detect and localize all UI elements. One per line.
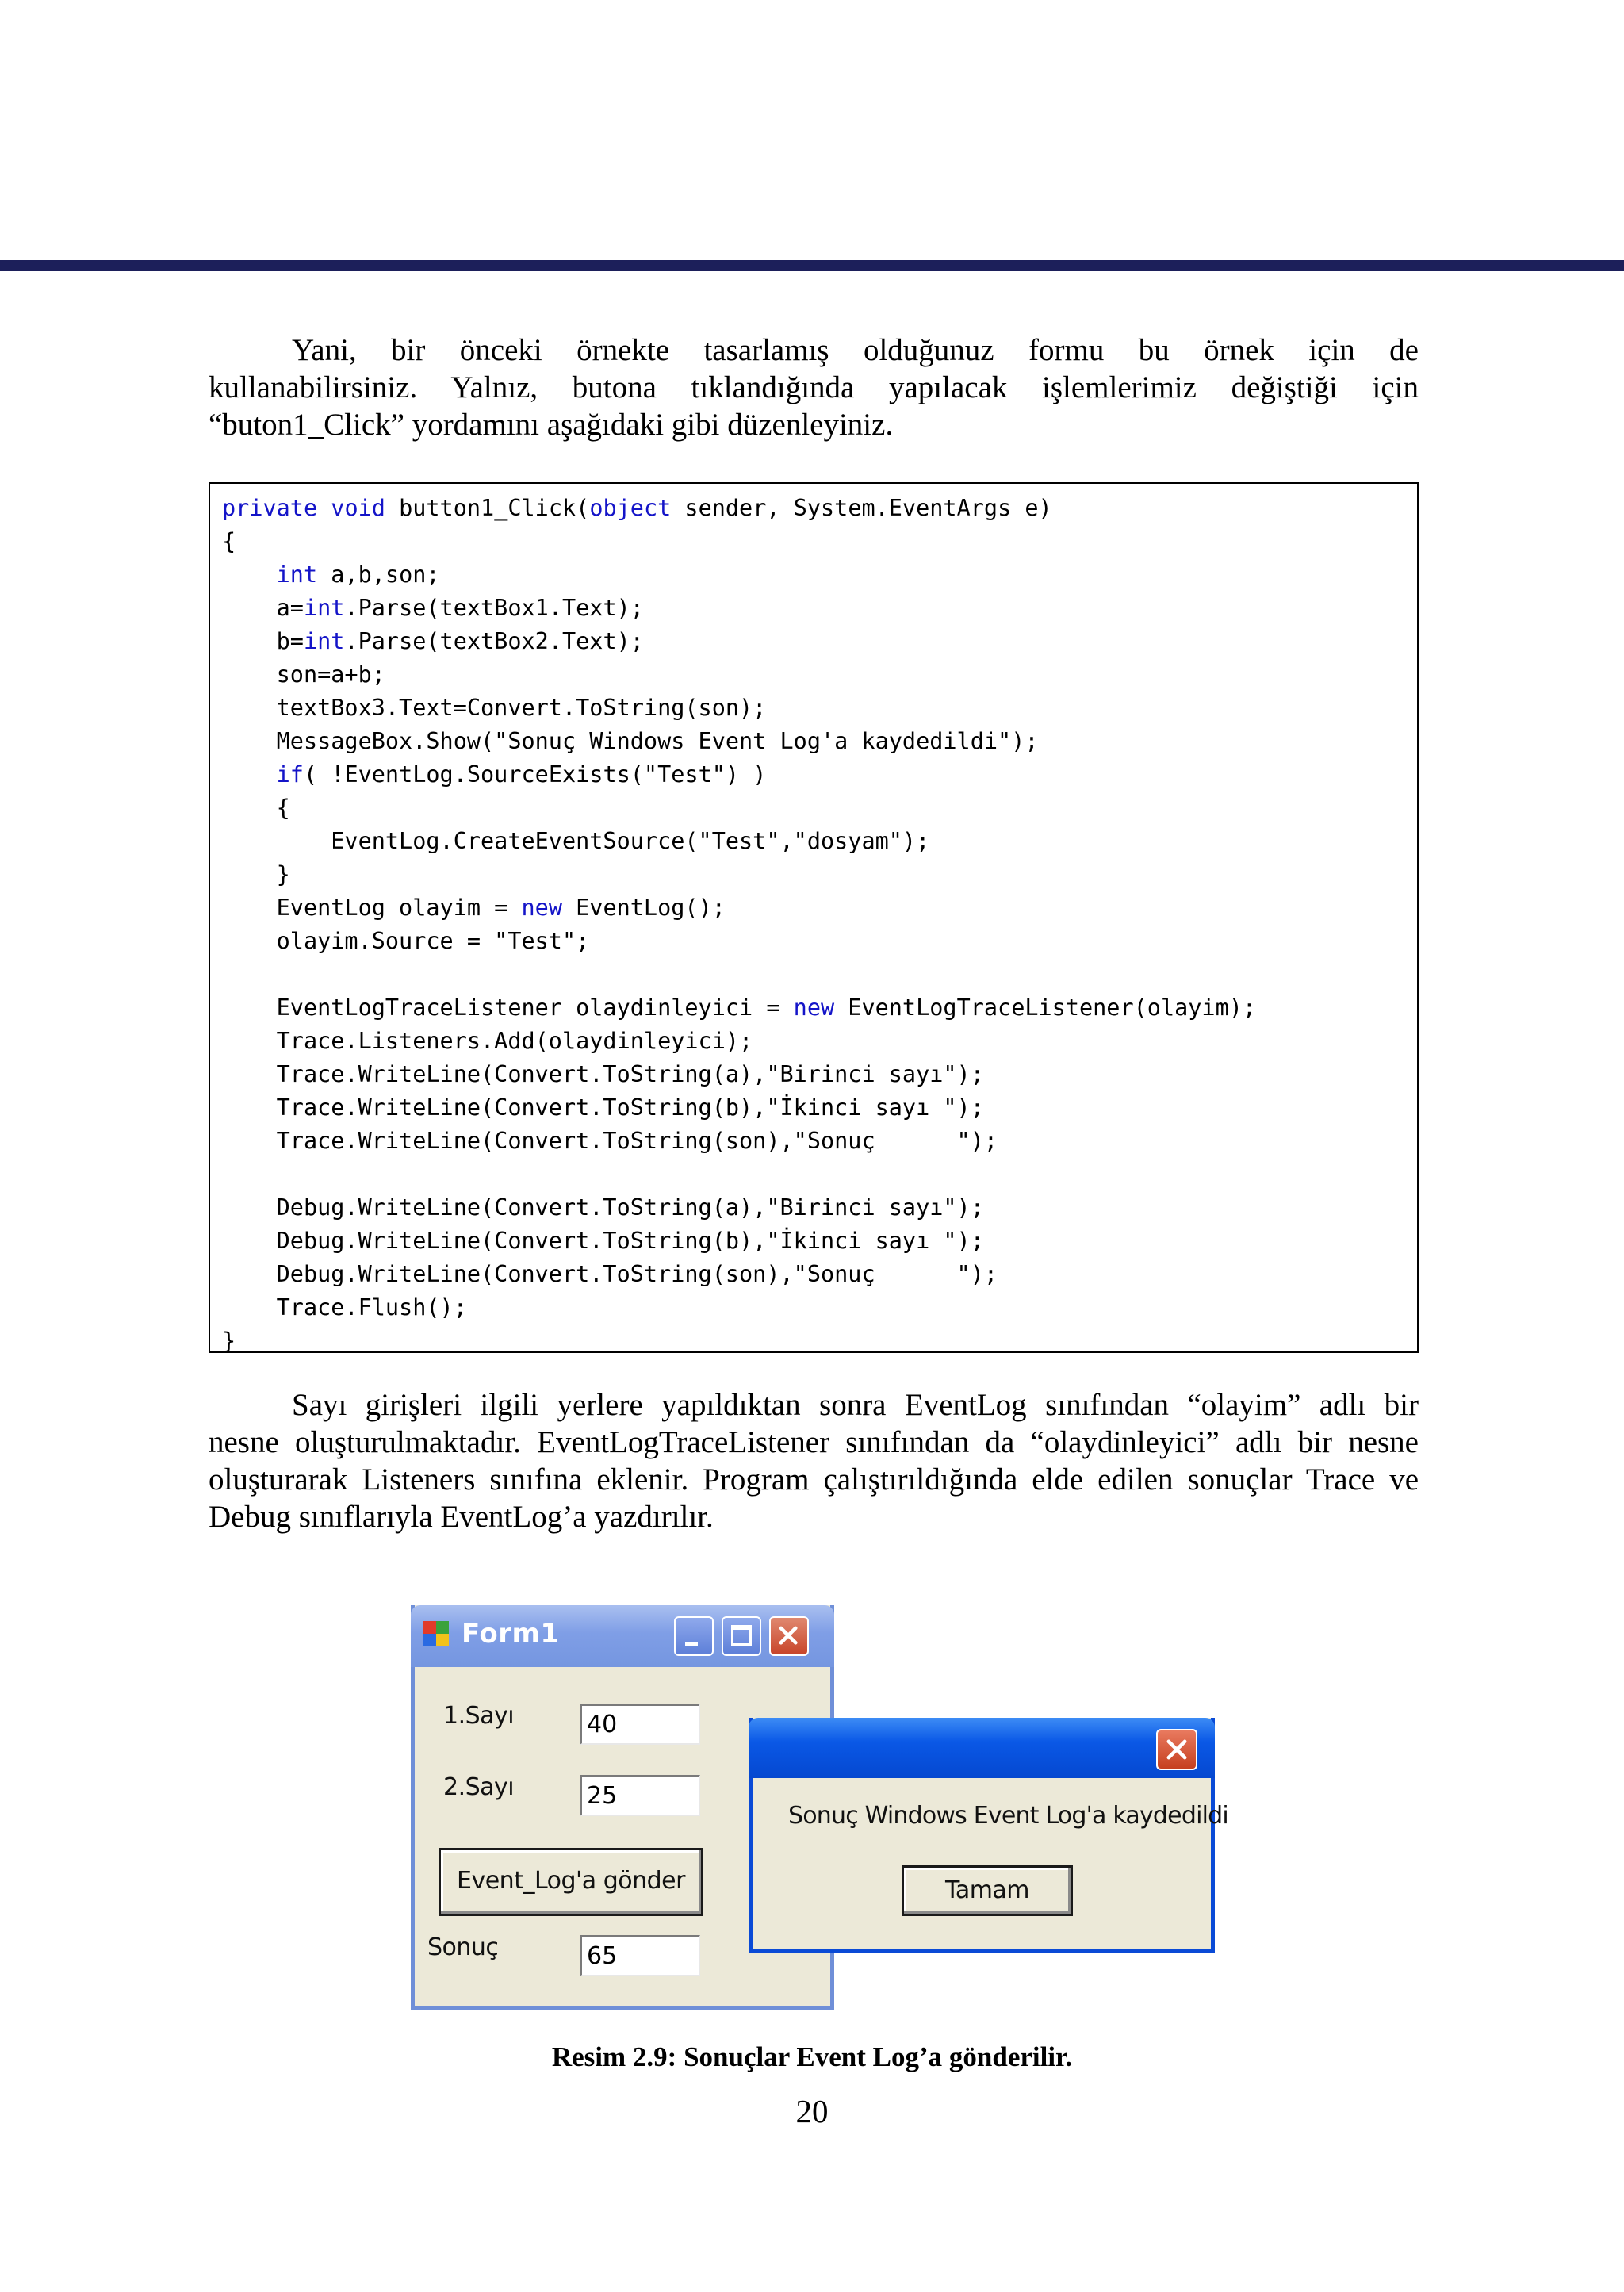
code-keyword: new [793,995,835,1021]
code-listing [209,482,1419,1353]
code-text: MessageBox.Show("Sonuç Windows Event Log'a kaydedildi"); [222,728,1039,754]
code-text: Trace.Listeners.Add(olaydinleyici); [222,1028,753,1054]
code-text: { [222,528,236,554]
sonuc-input[interactable]: 65 [580,1935,700,1976]
code-line [222,1261,998,1287]
code-line [222,1028,753,1054]
sayi2-input[interactable]: 25 [580,1775,700,1816]
code-text: Trace.WriteLine(Convert.ToString(son),"Sonuç "); [222,1128,998,1154]
code-keyword: int [303,595,345,621]
code-text: son=a+b; [222,661,385,688]
code-text: a,b,son; [317,562,440,588]
intro-paragraph [209,332,1419,443]
form1-title-bar[interactable] [411,1605,834,1667]
code-text: olayim.Source = "Test"; [222,928,590,954]
code-block [222,492,1256,1358]
code-text: Trace.WriteLine(Convert.ToString(b),"İkinci sayı "); [222,1094,984,1121]
code-line [222,995,1256,1021]
sonuc-label: Sonuç [427,1934,499,1961]
explanation-paragraph [209,1386,1419,1535]
intro-line-3: “buton1_Click” yordamını aşağıdaki gibi düzenleyiniz. [209,408,894,442]
code-text: Debug.WriteLine(Convert.ToString(son),"Sonuç "); [222,1261,998,1287]
code-line [222,761,766,788]
code-line [222,495,1052,521]
code-line [222,861,290,887]
code-text: } [222,861,290,887]
explanation-line-3: oluşturarak Listeners sınıfına eklenir. Program çalıştırıldığında elde edilen sonuçlar Trace ve [209,1462,1419,1497]
code-text: textBox3.Text=Convert.ToString(son); [222,695,767,721]
code-line [222,1094,984,1121]
code-text: } [222,1328,236,1354]
code-text: .Parse(textBox1.Text); [344,595,644,621]
code-keyword: int [303,628,345,654]
code-line [222,1128,998,1154]
code-text: EventLogTraceListener(olayim); [834,995,1257,1021]
code-text [222,761,277,788]
code-keyword: new [521,895,562,921]
code-line [222,1294,467,1320]
code-text: EventLog(); [561,895,726,921]
code-line [222,928,589,954]
code-text: EventLogTraceListener olaydinleyici = [222,995,794,1021]
code-line [222,661,385,688]
code-line [222,1061,984,1087]
maximize-icon[interactable] [722,1616,761,1656]
code-line [222,562,440,588]
close-icon[interactable] [769,1616,809,1656]
explanation-line-2: nesne oluşturulmaktadır. EventLogTraceListener sınıfından da “olaydinleyici” adlı bir nesne [209,1425,1419,1459]
close-icon[interactable] [1156,1729,1197,1770]
code-text: { [222,795,290,821]
code-line [222,628,644,654]
code-line [222,595,644,621]
code-line [222,695,766,721]
code-line [222,1194,984,1221]
code-line [222,1328,236,1354]
sayi1-label: 1.Sayı [443,1702,515,1730]
intro-line-2: kullanabilirsiniz. Yalnız, butona tıklandığında yapılacak işlemlerimiz değiştiği için [209,370,1419,404]
code-keyword: object [589,495,672,521]
code-text: EventLog olayim = [222,895,522,921]
sayi1-input[interactable]: 40 [580,1704,700,1745]
explanation-line-4: Debug sınıflarıyla EventLog’a yazdırılır. [209,1500,714,1534]
code-text: Debug.WriteLine(Convert.ToString(b),"İkinci sayı "); [222,1228,984,1254]
code-text: ( !EventLog.SourceExists("Test") ) [303,761,767,788]
code-text: EventLog.CreateEventSource("Test","dosyam"); [222,828,930,854]
code-line [222,728,1039,754]
message-text: Sonuç Windows Event Log'a kaydedildi [788,1802,1228,1830]
send-event-log-button[interactable]: Event_Log'a gönder [439,1848,703,1916]
app-icon [423,1621,450,1648]
code-line [222,895,726,921]
code-keyword: int [276,562,318,588]
ok-button[interactable]: Tamam [902,1865,1073,1916]
code-text: Debug.WriteLine(Convert.ToString(a),"Birinci sayı"); [222,1194,984,1221]
message-box-title-bar[interactable] [749,1718,1215,1778]
code-keyword: if [276,761,304,788]
explanation-line-1: Sayı girişleri ilgili yerlere yapıldıktan sonra EventLog sınıfından “olayim” adlı bir [292,1388,1419,1422]
code-text: b= [222,628,304,654]
code-line [222,528,236,554]
code-text: Trace.Flush(); [222,1294,467,1320]
code-line [222,795,290,821]
code-keyword: private [222,495,318,521]
code-line [222,828,929,854]
code-text: sender, System.EventArgs e) [671,495,1052,521]
page-number: 20 [795,2093,829,2129]
code-keyword: void [331,495,385,521]
code-text: Trace.WriteLine(Convert.ToString(a),"Birinci sayı"); [222,1061,984,1087]
code-line [222,1228,984,1254]
code-text [317,495,331,521]
message-box [749,1718,1228,1953]
code-text: .Parse(textBox2.Text); [344,628,644,654]
header-rule [0,260,1624,271]
code-text: a= [222,595,304,621]
minimize-icon[interactable] [674,1616,714,1656]
code-text [222,562,277,588]
figure-caption: Resim 2.9: Sonuçlar Event Log’a gönderilir. [551,2041,1073,2072]
intro-line-1: Yani, bir önceki örnekte tasarlamış olduğunuz formu bu örnek için de [292,333,1419,367]
sayi2-label: 2.Sayı [443,1773,515,1801]
code-text: button1_Click( [385,495,590,521]
form1-title: Form1 [462,1618,560,1650]
